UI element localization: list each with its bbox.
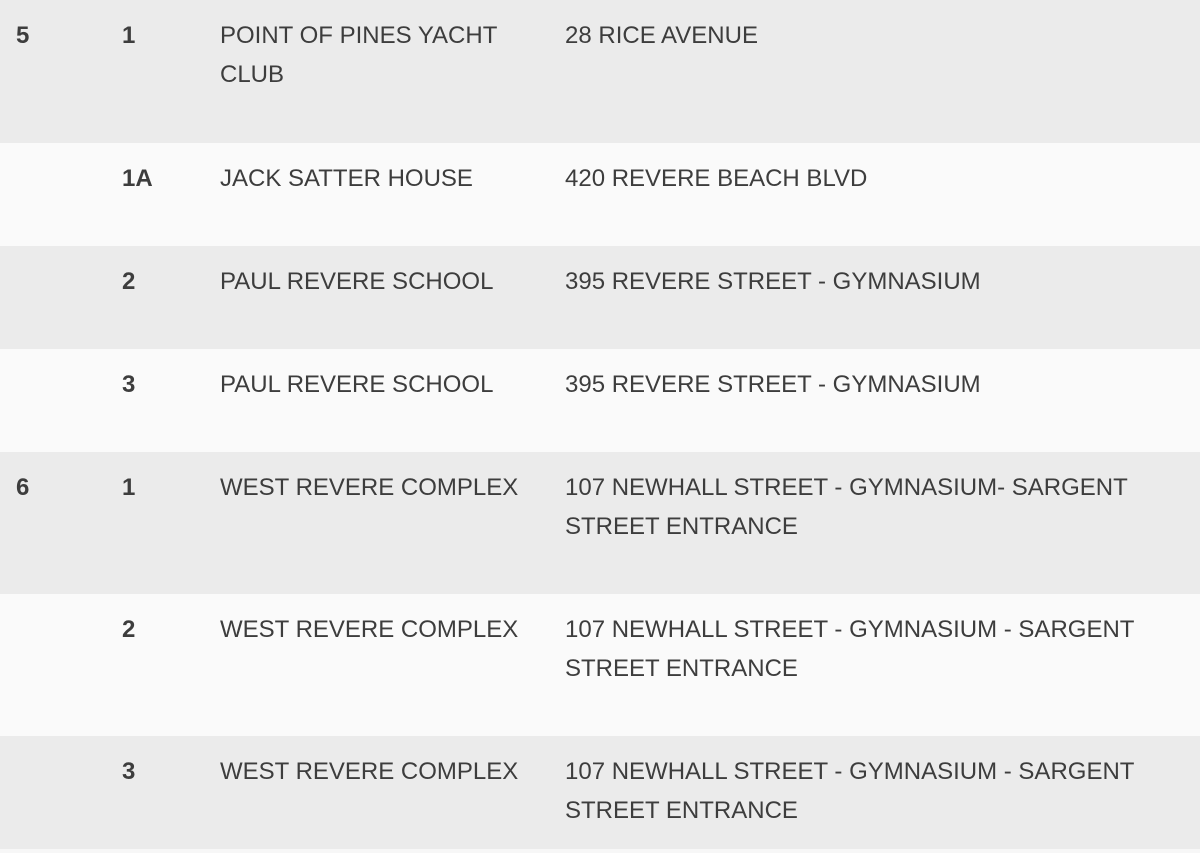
location-cell: POINT OF PINES YACHT CLUB (220, 22, 497, 88)
location-cell: PAUL REVERE SCHOOL (220, 268, 494, 295)
precinct-cell: 2 (122, 616, 136, 643)
table-row (0, 594, 1200, 736)
table-row (0, 349, 1200, 452)
precinct-cell: 1A (122, 165, 153, 192)
address-cell: 107 NEWHALL STREET - GYMNASIUM - SARGENT STREET ENTRANCE (565, 758, 1135, 824)
precinct-cell: 1 (122, 474, 136, 501)
location-cell: WEST REVERE COMPLEX (220, 474, 519, 501)
location-cell: JACK SATTER HOUSE (220, 165, 473, 192)
address-cell: 395 REVERE STREET - GYMNASIUM (565, 268, 981, 295)
table-row (0, 143, 1200, 246)
table-bottom-edge (0, 849, 1200, 853)
location-cell: WEST REVERE COMPLEX (220, 616, 519, 643)
table-row (0, 246, 1200, 349)
location-cell: WEST REVERE COMPLEX (220, 758, 519, 785)
address-cell: 107 NEWHALL STREET - GYMNASIUM - SARGENT STREET ENTRANCE (565, 616, 1135, 682)
address-cell: 395 REVERE STREET - GYMNASIUM (565, 371, 981, 398)
address-cell: 420 REVERE BEACH BLVD (565, 165, 868, 192)
location-cell: PAUL REVERE SCHOOL (220, 371, 494, 398)
precinct-cell: 3 (122, 371, 136, 398)
precinct-cell: 2 (122, 268, 136, 295)
address-cell: 107 NEWHALL STREET - GYMNASIUM- SARGENT STREET ENTRANCE (565, 474, 1128, 540)
ward-cell: 5 (16, 22, 30, 49)
ward-cell: 6 (16, 474, 30, 501)
table-row (0, 452, 1200, 594)
precinct-cell: 1 (122, 22, 136, 49)
precinct-cell: 3 (122, 758, 136, 785)
address-cell: 28 RICE AVENUE (565, 22, 758, 49)
table-row (0, 0, 1200, 143)
table-row (0, 736, 1200, 849)
